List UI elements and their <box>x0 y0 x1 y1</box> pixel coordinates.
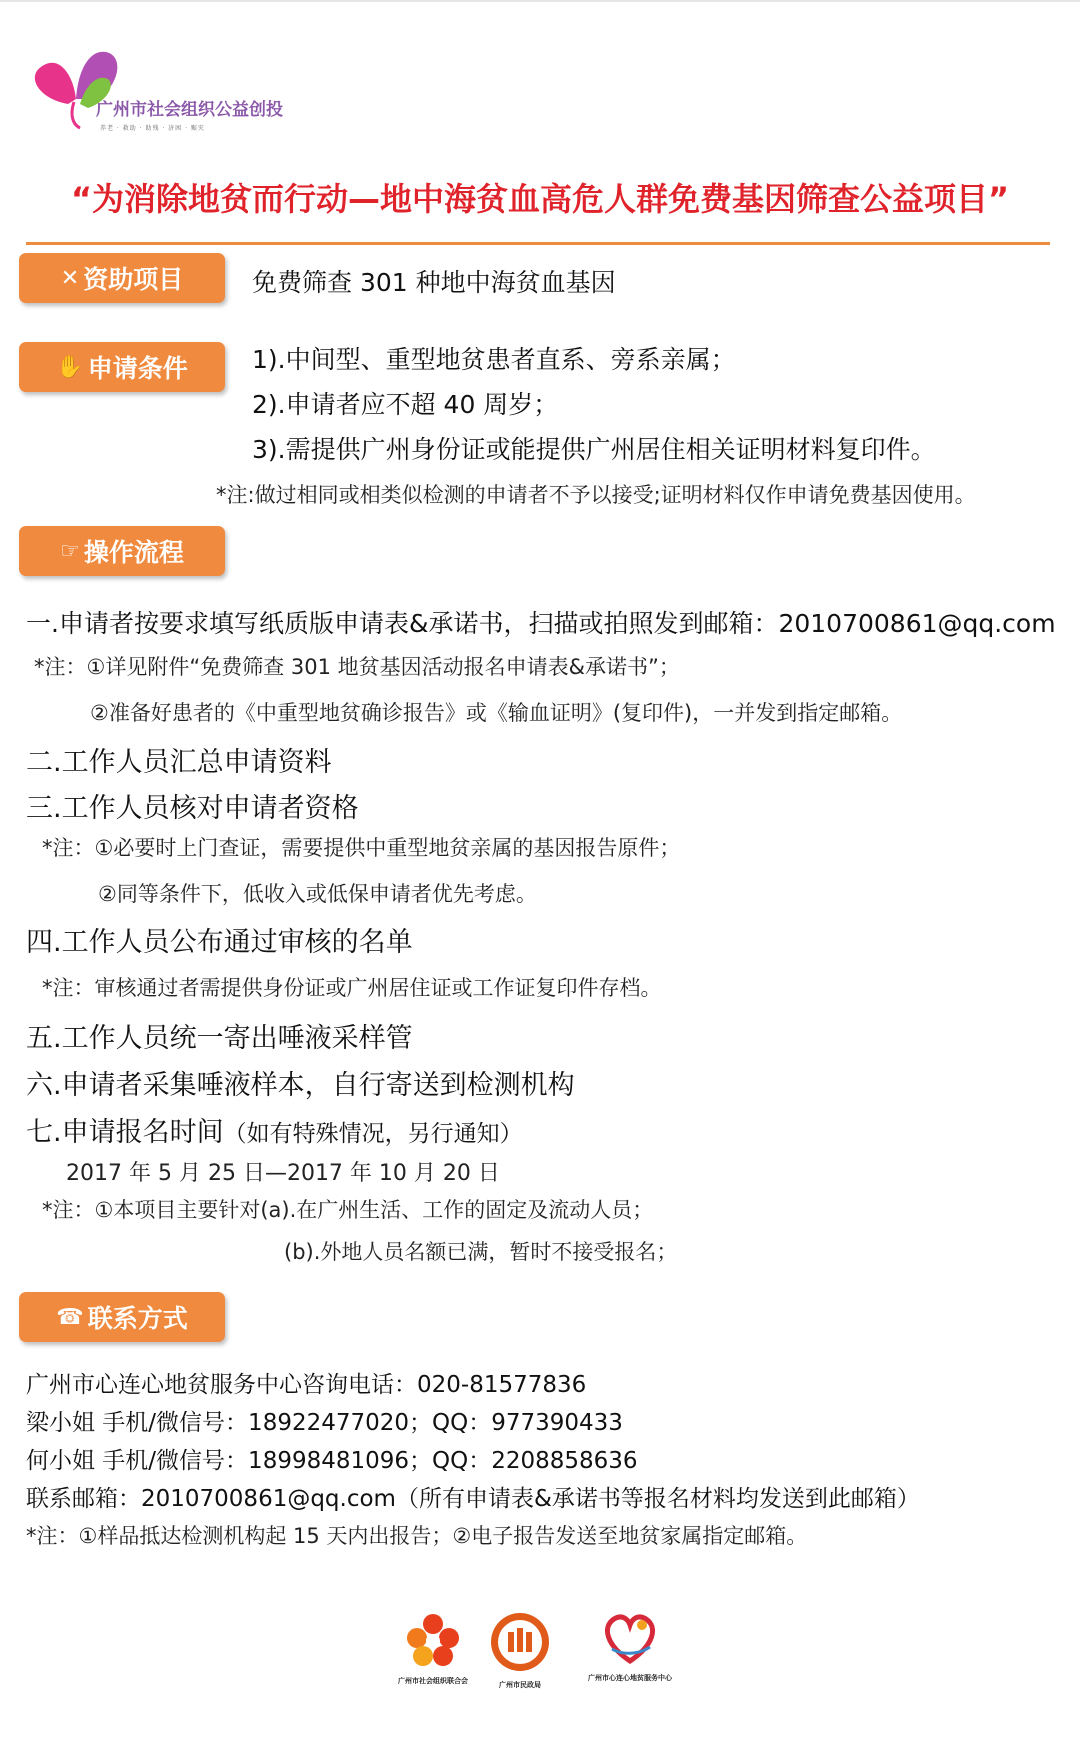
condition-item: 2).申请者应不超 40 周岁； <box>252 390 559 419</box>
funding-content: 免费筛查 301 种地中海贫血基因 <box>252 268 616 297</box>
footer-logo-caption: 广州市心连心地贫服务中心 <box>588 1674 672 1682</box>
process-note: *注：①必要时上门查证，需要提供中重型地贫亲属的基因报告原件； <box>42 836 681 860</box>
condition-item: 1).中间型、重型地贫患者直系、旁系亲属； <box>252 345 736 374</box>
section-label: 资助项目 <box>83 265 184 294</box>
section-label: 联系方式 <box>87 1304 188 1333</box>
process-note: *注：①本项目主要针对(a).在广州生活、工作的固定及流动人员； <box>42 1198 654 1222</box>
section-badge-process <box>19 526 225 576</box>
contact-he: 何小姐 手机/微信号：18998481096；QQ：2208858636 <box>26 1448 638 1474</box>
footer-logo <box>570 1605 690 1683</box>
civil-affairs-logo-icon <box>488 1610 552 1674</box>
contact-liang: 梁小姐 手机/微信号：18922477020；QQ：977390433 <box>26 1410 623 1436</box>
contact-email: 联系邮箱：2010700861@qq.com（所有申请表&承诺书等报名材料均发送到此邮箱） <box>26 1486 920 1512</box>
application-period: 2017 年 5 月 25 日—2017 年 10 月 20 日 <box>66 1161 500 1186</box>
logo-name: 广州市社会组织公益创投 <box>96 100 283 120</box>
process-note: ②同等条件下，低收入或低保申请者优先考虑。 <box>98 882 537 906</box>
section-badge-conditions <box>19 342 225 392</box>
hand-icon: ✋ <box>56 354 84 380</box>
process-step-4: 四.工作人员公布通过审核的名单 <box>26 927 413 958</box>
section-label: 操作流程 <box>83 538 184 567</box>
top-border <box>0 0 1080 2</box>
footer-logo <box>480 1610 560 1690</box>
step-7-sub: （如有特殊情况，另行通知） <box>223 1121 523 1147</box>
section-label: 申请条件 <box>87 354 188 383</box>
section-badge-contact <box>19 1292 225 1342</box>
pointing-hand-icon: ☞ <box>60 538 80 564</box>
footer-logo-caption: 广州市民政局 <box>499 1681 541 1689</box>
heart-logo-icon <box>598 1605 662 1667</box>
process-note: *注：审核通过者需提供身份证或广州居住证或工作证复印件存档。 <box>42 976 662 1000</box>
butterfly-icon: ✕ <box>60 265 80 291</box>
conditions-note: *注:做过相同或相类似检测的申请者不予以接受;证明材料仅作申请免费基因使用。 <box>216 483 976 507</box>
process-note: ②准备好患者的《中重型地贫确诊报告》或《输血证明》(复印件)，一并发到指定邮箱。 <box>90 701 903 725</box>
condition-item: 3).需提供广州身份证或能提供广州居住相关证明材料复印件。 <box>252 435 936 464</box>
flower-logo-icon <box>403 1610 463 1670</box>
process-step-5: 五.工作人员统一寄出唾液采样管 <box>26 1023 413 1054</box>
page-title: “为消除地贫而行动—地中海贫血高危人群免费基因筛查公益项目” <box>70 180 1010 218</box>
process-step-3: 三.工作人员核对申请者资格 <box>26 793 359 824</box>
section-badge-funding <box>19 253 225 303</box>
phone-icon: ☎ <box>56 1304 84 1330</box>
step-7-label: 七.申请报名时间 <box>26 1117 224 1148</box>
process-step-1: 一.申请者按要求填写纸质版申请表&承诺书，扫描或拍照发到邮箱：2010700861@qq.com <box>26 609 1056 638</box>
footer-logo <box>388 1610 478 1686</box>
process-step-7 <box>26 1110 523 1149</box>
footer-logo-caption: 广州市社会组织联合会 <box>398 1677 468 1685</box>
contact-note: *注：①样品抵达检测机构起 15 天内出报告；②电子报告发送至地贫家属指定邮箱。 <box>26 1524 808 1548</box>
process-step-6: 六.申请者采集唾液样本，自行寄送到检测机构 <box>26 1070 575 1101</box>
contact-center: 广州市心连心地贫服务中心咨询电话：020-81577836 <box>26 1372 587 1398</box>
process-step-2: 二.工作人员汇总申请资料 <box>26 747 332 778</box>
process-note: *注：①详见附件“免费筛查 301 地贫基因活动报名申请表&承诺书”； <box>34 655 680 679</box>
logo-tagline: 养老 · 救助 · 助残 · 济困 · 赈灾 <box>100 125 205 132</box>
process-note: (b).外地人员名额已满，暂时不接受报名； <box>284 1240 678 1264</box>
title-divider <box>26 242 1050 245</box>
